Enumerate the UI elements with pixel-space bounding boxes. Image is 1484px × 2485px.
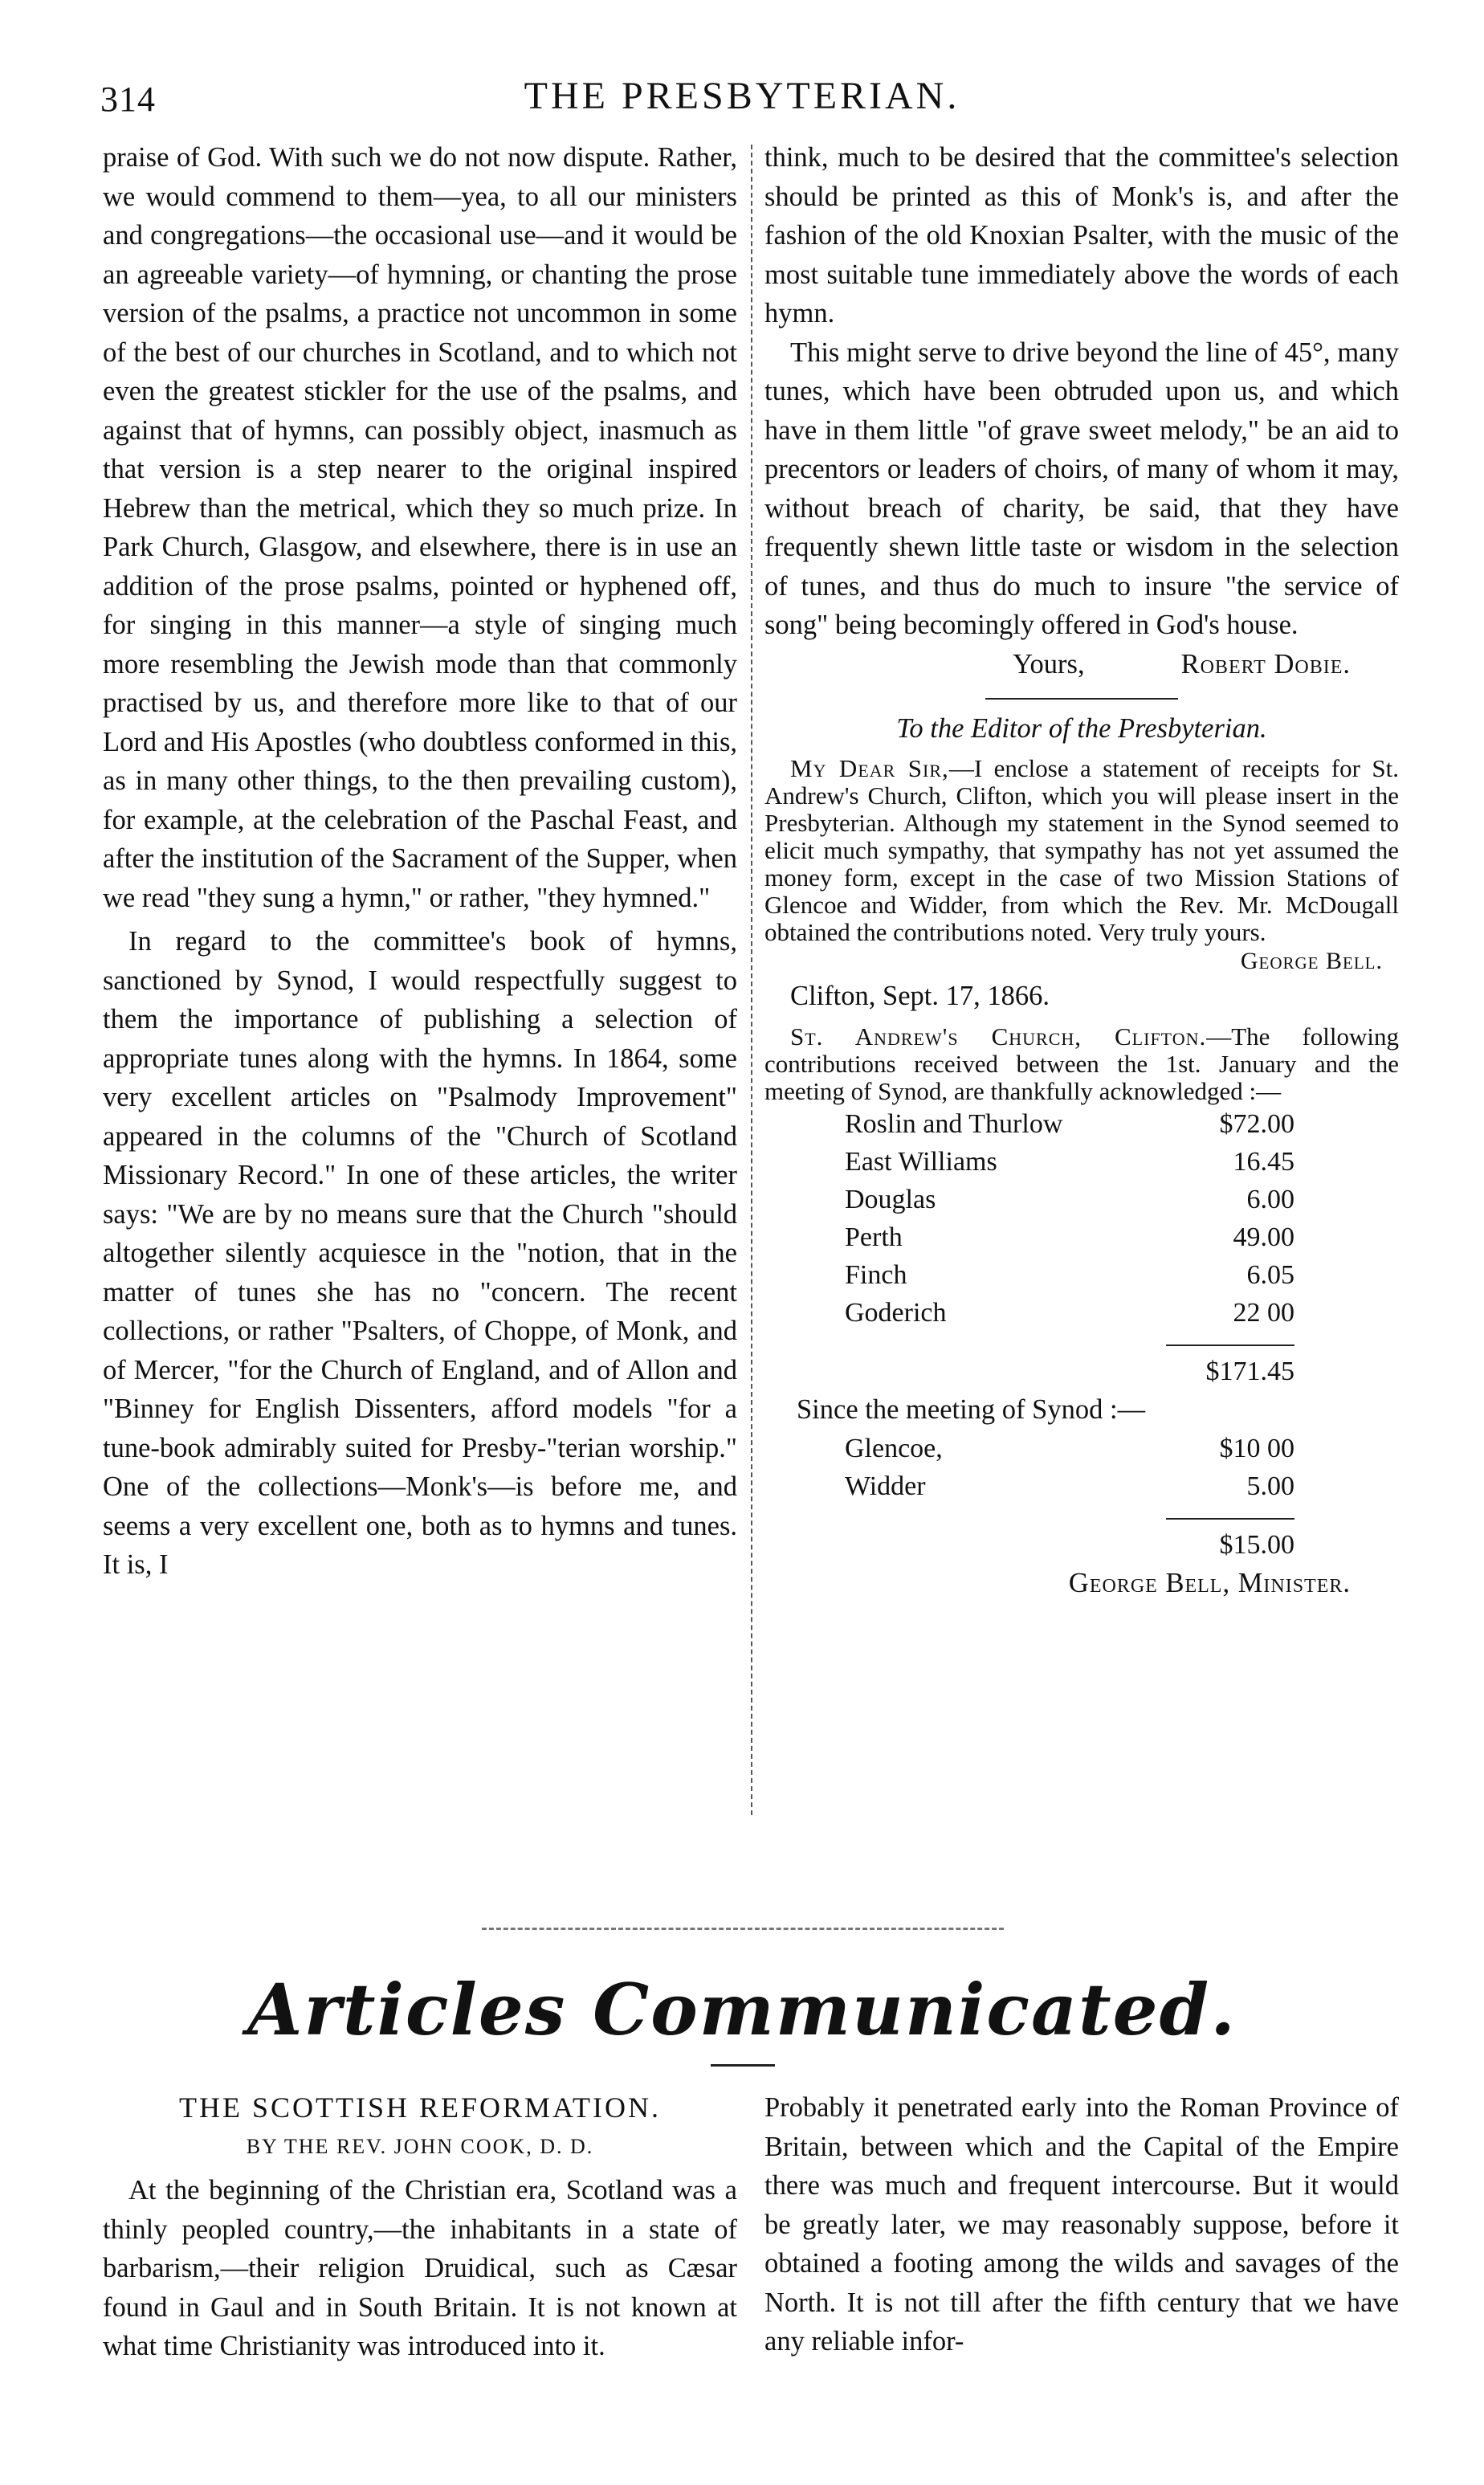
- table-row: Perth 49.00: [845, 1222, 1294, 1252]
- table-row: East Williams 16.45: [845, 1147, 1294, 1177]
- table-row: Finch 6.05: [845, 1260, 1294, 1290]
- article-right-column: [764, 2088, 1399, 2361]
- table-row: Goderich 22 00: [845, 1298, 1294, 1328]
- table-row: Douglas 6.00: [845, 1185, 1294, 1214]
- since-label: Since the meeting of Synod :—: [797, 1394, 1146, 1425]
- right-column: [764, 138, 1399, 1602]
- section-title-rule: [711, 2064, 775, 2067]
- signature-name: Robert Dobie.: [1180, 648, 1351, 679]
- editor-heading: To the Editor of the Presbyterian.: [896, 713, 1267, 744]
- table-row: Widder 5.00: [845, 1471, 1294, 1501]
- signature-dobie: [764, 645, 1399, 684]
- separator-rule: [985, 698, 1178, 700]
- article-paragraph-1: At the beginning of the Christian era, Scotland was a thinly peopled country,—the inhabitants in a state of barbarism,—their religion Druidical, such as Cæsar found in Gaul and in South Britain. It is not known at what time Christianity was introduced into it.: [103, 2175, 737, 2361]
- final-signature: George Bell, Minister.: [1068, 1567, 1351, 1598]
- section-title: Articles Communicated.: [247, 1968, 1237, 2051]
- section-separator: [482, 1928, 1004, 1930]
- church-paragraph: [764, 1023, 1399, 1105]
- letter-paragraph: [764, 755, 1399, 946]
- page-number: 314: [100, 80, 156, 119]
- table-row: Glencoe, $10 00: [845, 1433, 1294, 1463]
- letter-signature: George Bell.: [1240, 947, 1383, 974]
- right-paragraph-2: This might serve to drive beyond the line of 45°, many tunes, which have been obtruded upon us, and which have in them little "of grave sweet melody," be an aid to precentors or leaders of choirs, of many of whom it may, without breach of charity, be said, that they have frequently shewn little taste or wisdom in the selection of tunes, and thus do much to insure "the service of song" being becomingly offered in God's house.: [764, 337, 1399, 640]
- article-left-column: [103, 2088, 737, 2366]
- left-column: [103, 138, 737, 1585]
- right-paragraph-1: think, much to be desired that the committee's selection should be printed as this of Monk's is, and after the fashion of the old Knoxian Psalter, with the music of the most suitable tune immediately above the words of each hymn.: [764, 142, 1399, 328]
- place-date: Clifton, Sept. 17, 1866.: [790, 980, 1050, 1011]
- article-paragraph-2: Probably it penetrated early into the Roman Province of Britain, between which and the Capital of the Empire there was much and frequent intercourse. But it would be greatly later, we may reasonably suppose, before it obtained a footing among the wilds and savages of the North. It is not till after the fifth century that we have any reliable infor-: [764, 2092, 1399, 2356]
- since-table: [845, 1430, 1294, 1564]
- signature-yours: Yours,: [1013, 648, 1085, 679]
- article-title: THE SCOTTISH REFORMATION.: [178, 2091, 662, 2124]
- subtotal: $171.45: [1166, 1345, 1294, 1390]
- church-heading: St. Andrew's Church, Clifton.: [790, 1022, 1207, 1051]
- column-divider: [751, 145, 752, 1815]
- letter-opening: My Dear Sir,: [790, 753, 949, 782]
- table-row: Roslin and Thurlow $72.00: [845, 1109, 1294, 1139]
- church-text: —The following contributions received between the 1st. January and the meeting of Synod, are thankfully acknowledged :—: [764, 1022, 1399, 1105]
- since-total: $15.00: [1166, 1518, 1294, 1564]
- left-paragraph-2: In regard to the committee's book of hymns, sanctioned by Synod, I would respectfully suggest to them the importance of publishing a selection of appropriate tunes along with the hymns. In 1864, some very excellent articles on "Psalmody Improvement" appeared in the columns of the "Church of Scotland Missionary Record." In one of these articles, the writer says: "We are by no means sure that the Church "should altogether silently acquiesce in the "notion, that in the matter of tunes she has no "concern. The recent collections, or rather "Psalters, of Choppe, of Monk, and of Mercer, "for the Church of England, and of Allon and "Binney for English Dissenters, afford models "for a tune-book admirably suited for Presby-"terian worship." One of the collections—Monk's—is before me, and seems a very excellent one, both as to hymns and tunes. It is, I: [103, 926, 737, 1580]
- left-paragraph-1: praise of God. With such we do not now dispute. Rather, we would commend to them—yea, to all our ministers and congregations—the occasional use—and it would be an agreeable variety—of hymning, or chanting the prose version of the psalms, a practice not uncommon in some of the best of our churches in Scotland, and to which not even the greatest stickler for the use of the psalms, and against that of hymns, can possibly object, inasmuch as that version is a step nearer to the original inspired Hebrew than the metrical, which they so much prize. In Park Church, Glasgow, and elsewhere, there is in use an addition of the prose psalms, pointed or hyphened off, for singing in this manner—a style of singing much more resembling the Jewish mode than that commonly practised by us, and therefore more like to that of our Lord and His Apostles (who doubtless conformed in this, as in many other things, to the then prevailing custom), for example, at the celebration of the Paschal Feast, and after the institution of the Sacrament of the Supper, when we read "they sung a hymn," or rather, "they hymned.": [103, 142, 737, 913]
- article-byline: BY THE REV. JOHN COOK, D. D.: [246, 2134, 594, 2158]
- contributions-table: [845, 1105, 1294, 1390]
- letter-body: —I enclose a statement of receipts for St. Andrew's Church, Clifton, which you will please insert in the Presbyterian. Although my statement in the Synod seemed to elicit much sympathy, that sympathy has not yet assumed the money form, except in the case of two Mission Stations of Glencoe and Widder, from which the Rev. Mr. McDougall obtained the contributions noted. Very truly yours.: [764, 753, 1399, 946]
- page-title: THE PRESBYTERIAN.: [524, 75, 960, 117]
